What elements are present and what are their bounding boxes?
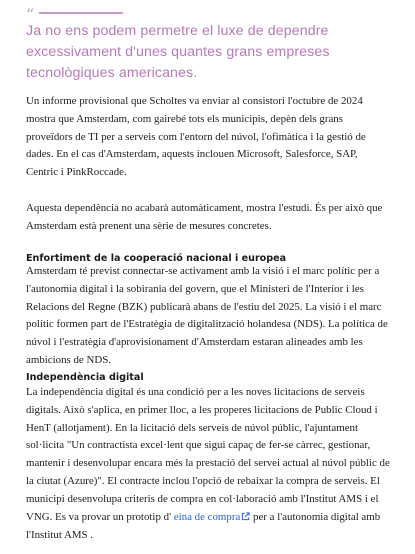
independence-text-start: La independència digital és una condició per a les noves licitacions de serveis digitals. Això s'aplica, en primer lloc, a les properes licitacions de Public Cloud i HenT (allotjament). En la licitació dels serveis de núvol públic, l'ajuntament sol·licita "Un contractista excel·lent que sigui capaç de fer-se càrrec, gestionar, mantenir i desenvolupar encara més la prestació del servei actual al núvol públic de la ciutat (Azure)". El contracte inclou l'opció de rebaixar la compra de serveis. El municipi desenvolupa criteris de compra en col·laboració amb l'Institut AMS i el VNG. Es va provar un prototip d'	[26, 386, 390, 523]
independence-text-end: per a l'autonomia digital amb l'Institut AMS .	[26, 510, 381, 542]
cooperation-paragraph: Amsterdam té previst connectar-se activament amb la visió i el marc polític per a l'autonomia digital i la sobirania del govern, que el Ministeri de l'Interior i les Relacions del Regne (BZK) publicarà abans de l'estiu del 2025. La visió i el marc polític formen part de l'Estratègia de digitalització holandesa (NDS). La política de núvol i l'estratègia d'aprovisionament d'Amsterdam estaran alineades amb les ambicions de NDS.	[26, 265, 388, 366]
external-link-icon	[241, 510, 250, 528]
quote-mark: “	[26, 5, 35, 24]
dependence-paragraph: Aquesta dependència no acabarà automàticament, mostra l'estudi. És per això que Amsterdam està prenent una sèrie de mesures concretes.	[26, 202, 383, 232]
pull-quote: Ja no ens podem permetre el luxe de dependre excessivament d'unes quantes grans empreses tecnològiques americanes.	[26, 23, 330, 81]
procurement-tool-link-label: eina de compra	[173, 510, 241, 523]
quote-accent-rule	[39, 12, 123, 14]
procurement-tool-link[interactable]	[174, 511, 251, 523]
section-heading-cooperation: Enfortiment de la cooperació nacional i europea	[26, 253, 287, 264]
intro-paragraph: Un informe provisional que Scholtes va enviar al consistori l'octubre de 2024 mostra que Amsterdam, com gairebé tots els municipis, depèn dels grans proveïdors de TI per a serveis com l'entorn del núvol, l'ofimàtica i la gestió de dades. En el cas d'Amsterdam, aquests inclouen Microsoft, Salesforce, SAP, Centric i PinkRoccade.	[26, 95, 366, 179]
section-heading-independence: Independència digital	[26, 372, 144, 383]
independence-paragraph	[26, 384, 390, 545]
